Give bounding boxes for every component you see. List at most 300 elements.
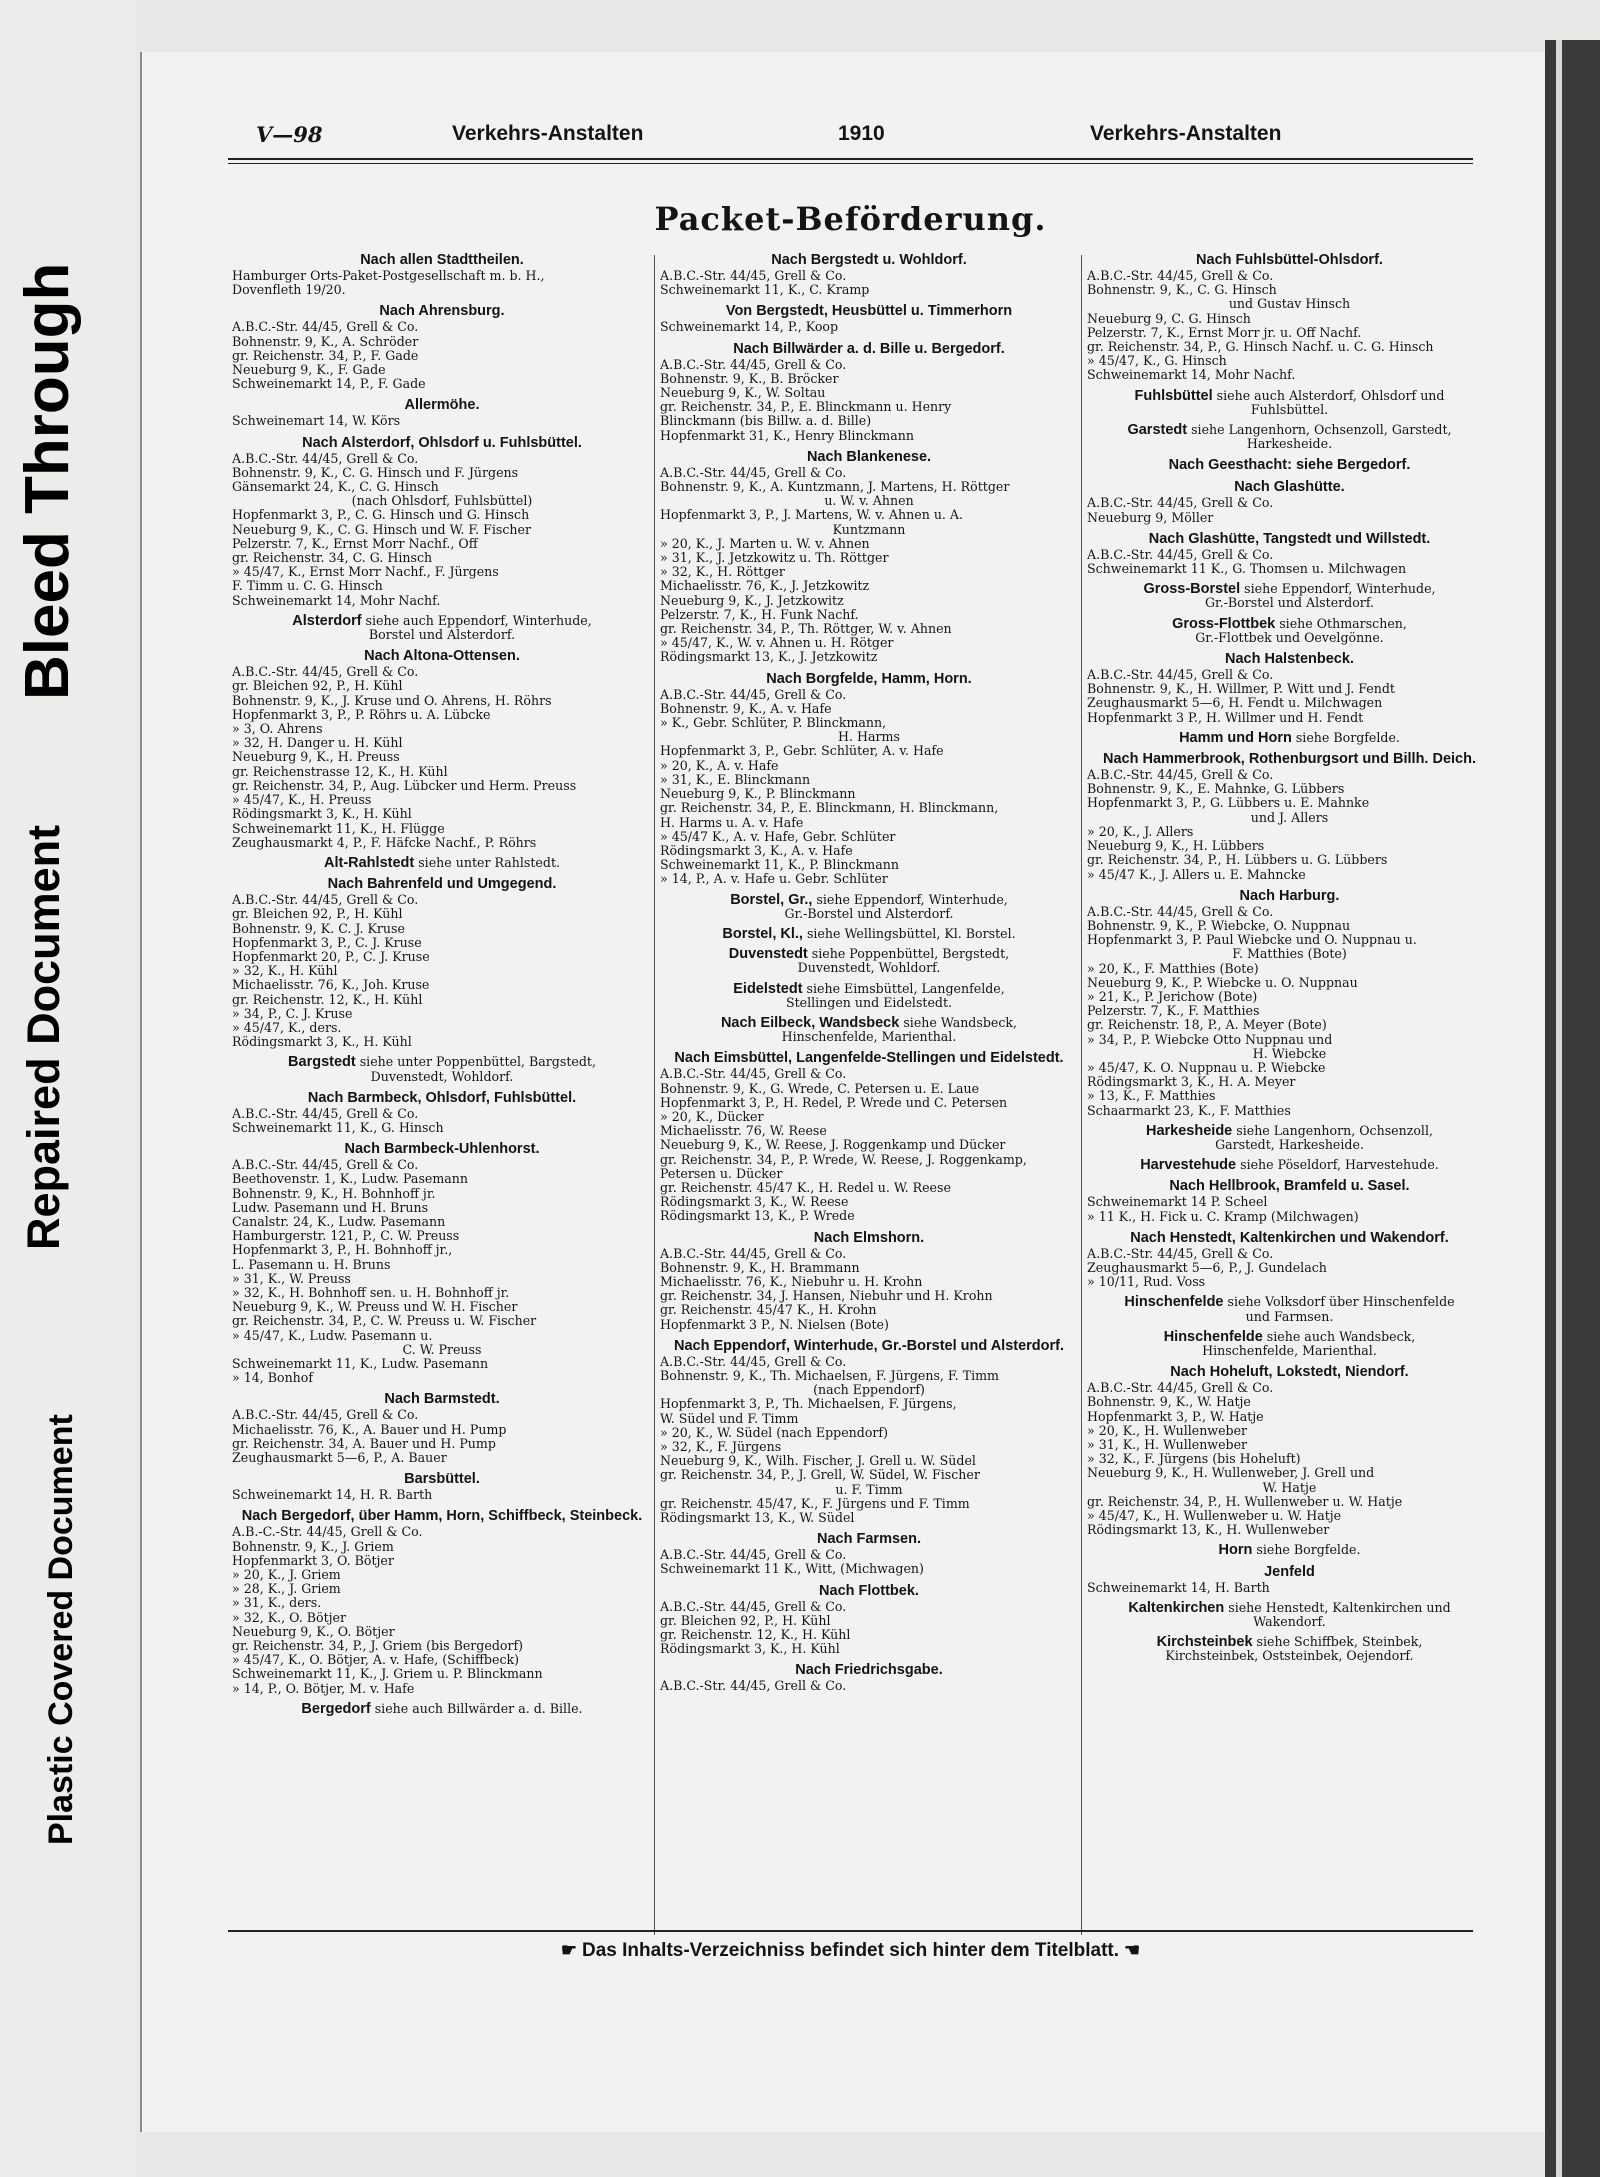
directory-entry — [1087, 1601, 1492, 1629]
cross-reference — [232, 1702, 652, 1716]
address-line: Schweinemarkt 11 K., Witt, (Michwagen) — [660, 1562, 924, 1577]
directory-entry — [1087, 423, 1492, 451]
entry-heading: Nach Blankenese. — [806, 448, 932, 465]
address-line: A.B.C.-Str. 44/45, Grell & Co. — [232, 320, 419, 335]
address-line: Schweinemarkt 11, K., P. Blinckmann — [660, 858, 899, 873]
address-line: Neueburg 9, K., W. Preuss und W. H. Fischer — [232, 1300, 518, 1315]
header-rule — [228, 158, 1473, 160]
address-line: Duvenstedt, Wohldorf. — [797, 961, 941, 976]
address-line: gr. Reichenstr. 34, C. G. Hinsch — [232, 551, 433, 566]
entry-heading: Nach Hellbrook, Bramfeld u. Sasel. — [1169, 1178, 1410, 1195]
document-condition-strip — [0, 0, 135, 2177]
directory-entry — [1087, 1178, 1492, 1223]
address-line: Hopfenmarkt 3 P., N. Nielsen (Bote) — [660, 1317, 889, 1332]
address-line: gr. Reichenstrasse 12, K., H. Kühl — [232, 764, 448, 779]
entry-heading: Nach Bahrenfeld und Umgegend. — [327, 876, 557, 893]
directory-entry — [232, 435, 652, 608]
address-line: und J. Allers — [1250, 810, 1329, 825]
entry-heading: Nach Elmshorn. — [813, 1229, 925, 1246]
address-line: » 20, K., J. Marten u. W. v. Ahnen — [660, 536, 870, 551]
address-line: A.B.C.-Str. 44/45, Grell & Co. — [660, 465, 847, 480]
address-line: Hopfenmarkt 3, P., Th. Michaelsen, F. Jürgens, — [660, 1397, 957, 1412]
reference-place: Hinschenfelde — [1163, 1328, 1263, 1345]
directory-entry — [232, 876, 652, 1049]
address-line: A.B.C.-Str. 44/45, Grell & Co. — [1087, 668, 1274, 683]
address-line: Garstedt, Harkesheide. — [1215, 1137, 1364, 1152]
address-line: Rödingsmarkt 3, K., A. v. Hafe — [660, 843, 853, 858]
reference-text: siehe Pöseldorf, Harvestehude. — [1236, 1157, 1439, 1173]
address-line: » 34, P., C. J. Kruse — [232, 1006, 353, 1021]
directory-entry — [660, 893, 1078, 921]
address-line: Rödingsmarkt 13, K., H. Wullenweber — [1087, 1523, 1330, 1538]
directory-entry — [1087, 751, 1492, 882]
address-line: A.B.C.-Str. 44/45, Grell & Co. — [660, 1599, 847, 1614]
address-line: Michaelisstr. 76, K., A. Bauer und H. Pump — [232, 1422, 507, 1437]
address-line: Michaelisstr. 76, K., Joh. Kruse — [232, 978, 430, 993]
address-line: gr. Bleichen 92, P., H. Kühl — [660, 1613, 831, 1628]
address-line: » 45/47, K., ders. — [232, 1020, 342, 1035]
running-head-left: Verkehrs-Anstalten — [452, 122, 644, 145]
reference-text: siehe auch Wandsbeck, — [1262, 1328, 1416, 1344]
reference-place: Alt-Rahlstedt — [323, 854, 415, 871]
address-line: Bohnenstr. 9, K., A. Kuntzmann, J. Martens, H. Röttger — [660, 480, 1010, 495]
reference-place: Harkesheide — [1146, 1122, 1233, 1139]
address-line: Wakendorf. — [1253, 1615, 1326, 1630]
address-line: Kirchsteinbek, Oststeinbek, Oejendorf. — [1165, 1649, 1414, 1664]
address-line: A.B.C.-Str. 44/45, Grell & Co. — [232, 893, 419, 908]
address-line: A.B.C.-Str. 44/45, Grell & Co. — [1087, 904, 1274, 919]
reference-text: siehe Langenhorn, Ochsenzoll, — [1232, 1122, 1433, 1138]
address-line: Bohnenstr. 9, K. C. J. Kruse — [232, 921, 405, 936]
address-line: gr. Reichenstr. 18, P., A. Meyer (Bote) — [1087, 1018, 1327, 1033]
address-line: » K., Gebr. Schlüter, P. Blinckmann, — [660, 716, 887, 731]
entry-heading: Von Bergstedt, Heusbüttel u. Timmerhorn — [725, 303, 1013, 320]
address-line: gr. Reichenstr. 34, P., J. Grell, W. Südel, W. Fischer — [660, 1468, 980, 1483]
address-line: Gr.-Borstel und Alsterdorf. — [784, 906, 954, 921]
reference-place: Alsterdorf — [292, 612, 362, 629]
address-line: A.B.C.-Str. 44/45, Grell & Co. — [1087, 269, 1274, 283]
address-line: L. Pasemann u. H. Bruns — [232, 1257, 391, 1272]
cross-reference — [232, 856, 652, 870]
entry-heading: Nach Friedrichsgabe. — [795, 1662, 943, 1679]
address-line: Neueburg 9, C. G. Hinsch — [1087, 311, 1251, 326]
address-line: gr. Reichenstr. 34, P., J. Griem (bis Bergedorf) — [232, 1639, 524, 1654]
address-line: » 34, P., P. Wiebcke Otto Nuppnau und — [1087, 1032, 1333, 1047]
address-line: Hopfenmarkt 3 P., H. Willmer und H. Fendt — [1087, 710, 1364, 725]
address-line: Bohnenstr. 9, K., A. v. Hafe — [660, 701, 832, 716]
footer-rule — [228, 1930, 1473, 1932]
entry-heading: Nach Barmstedt. — [384, 1391, 500, 1408]
address-line: Hopfenmarkt 3, O. Bötjer — [232, 1553, 394, 1568]
address-line: » 45/47, K., H. Wullenweber u. W. Hatje — [1087, 1509, 1342, 1524]
address-line: Schaarmarkt 23, K., F. Matthies — [1087, 1103, 1291, 1118]
entry-heading: Jenfeld — [1264, 1563, 1315, 1580]
address-line: (nach Ohlsdorf, Fuhlsbüttel) — [351, 494, 533, 509]
cross-reference — [1087, 1295, 1492, 1309]
reference-text: siehe Wandsbeck, — [899, 1014, 1018, 1030]
address-line: Hopfenmarkt 3, P., Gebr. Schlüter, A. v. Hafe — [660, 744, 944, 759]
address-line: Hopfenmarkt 3, P., C. J. Kruse — [232, 935, 422, 950]
directory-entry — [232, 648, 652, 850]
address-line: Schweinemarkt 11 K., G. Thomsen u. Milchwagen — [1087, 562, 1407, 577]
reference-place: Hinschenfelde — [1124, 1294, 1224, 1311]
directory-entry — [1087, 1330, 1492, 1358]
address-line: Bohnenstr. 9, K., H. Bohnhoff jr. — [232, 1186, 436, 1201]
address-line: » 32, K., O. Bötjer — [232, 1610, 347, 1625]
reference-place: Gross-Flottbek — [1172, 615, 1276, 632]
directory-entry — [232, 614, 652, 642]
running-head-year: 1910 — [838, 122, 885, 145]
address-line: » 20, K., A. v. Hafe — [660, 758, 779, 773]
address-line: A.B.C.-Str. 44/45, Grell & Co. — [660, 1067, 847, 1082]
column-3 — [1087, 252, 1492, 1664]
address-line: Bohnenstr. 9, K., H. Willmer, P. Witt und J. Fendt — [1087, 682, 1395, 697]
address-line: Canalstr. 24, K., Ludw. Pasemann — [232, 1214, 446, 1229]
address-line: F. Matthies (Bote) — [1232, 947, 1347, 962]
address-line: Kuntzmann — [832, 522, 906, 537]
entry-heading: Nach Bergstedt u. Wohldorf. — [771, 252, 967, 268]
address-line: Rödingsmarkt 3, K., H. A. Meyer — [1087, 1075, 1296, 1090]
address-line: » 45/47, K., Ernst Morr Nachf., F. Jürgens — [232, 565, 499, 580]
entry-heading: Nach Geesthacht: siehe Bergedorf. — [1168, 457, 1411, 474]
entry-heading: Nach Billwärder a. d. Bille u. Bergedorf. — [733, 340, 1005, 357]
reference-text: siehe Eimsbüttel, Langenfelde, — [802, 980, 1005, 996]
address-line: Schweinemarkt 14, H. Barth — [1087, 1580, 1270, 1595]
address-line: Bohnenstr. 9, K., C. G. Hinsch und F. Jürgens — [232, 465, 519, 480]
address-line: Harkesheide. — [1246, 437, 1333, 452]
address-line: » 45/47, K. O. Nuppnau u. P. Wiebcke — [1087, 1060, 1326, 1075]
directory-entry — [660, 1531, 1078, 1576]
directory-entry — [660, 303, 1078, 334]
directory-entry — [232, 252, 652, 297]
directory-entry — [660, 1050, 1078, 1223]
address-line: » 45/47, K., H. Preuss — [232, 793, 372, 808]
address-line: Schweinemarkt 11, K., H. Flügge — [232, 821, 445, 836]
reference-place: Duvenstedt — [728, 946, 808, 963]
directory-entry — [660, 671, 1078, 887]
page-number: V—98 — [256, 122, 323, 147]
directory-entry — [660, 449, 1078, 665]
entry-heading: Nach Alsterdorf, Ohlsdorf u. Fuhlsbüttel. — [302, 434, 582, 451]
directory-entry — [1087, 457, 1492, 473]
address-line: und Farmsen. — [1245, 1309, 1334, 1324]
cross-reference — [1087, 1601, 1492, 1615]
reference-place: Fuhlsbüttel — [1134, 387, 1213, 404]
directory-entry — [660, 927, 1078, 941]
address-line: A.B.C.-Str. 44/45, Grell & Co. — [1087, 496, 1274, 511]
entry-heading: Nach Hoheluft, Lokstedt, Niendorf. — [1170, 1364, 1409, 1381]
address-line: gr. Reichenstr. 34, P., C. W. Preuss u. W. Fischer — [232, 1314, 537, 1329]
directory-entry — [232, 1471, 652, 1502]
cross-reference — [1087, 1330, 1492, 1344]
address-line: gr. Reichenstr. 12, K., H. Kühl — [660, 1628, 851, 1643]
address-line: » 20, K., Dücker — [660, 1109, 764, 1124]
address-line: » 20, K., H. Wullenweber — [1087, 1423, 1248, 1438]
address-line: Neueburg 9, K., H. Preuss — [232, 750, 400, 765]
footer-note — [228, 1940, 1473, 1962]
directory-entry — [660, 1662, 1078, 1693]
reference-text: siehe Wellingsbüttel, Kl. Borstel. — [802, 925, 1016, 941]
entry-heading: Nach Barmbeck-Uhlenhorst. — [344, 1141, 540, 1158]
cross-reference — [1087, 389, 1492, 403]
cross-reference — [1087, 731, 1492, 745]
address-line: gr. Bleichen 92, P., H. Kühl — [232, 907, 403, 922]
address-line: Michaelisstr. 76, W. Reese — [660, 1124, 827, 1139]
address-line: Ludw. Pasemann und H. Bruns — [232, 1200, 429, 1215]
address-line: Rödingsmarkt 3, K., H. Kühl — [660, 1642, 840, 1657]
reference-text: siehe Borgfelde. — [1291, 729, 1400, 745]
address-line: Bohnenstr. 9, K., B. Bröcker — [660, 371, 839, 386]
address-line: Schweinemarkt 11, K., J. Griem u. P. Blinckmann — [232, 1667, 543, 1682]
entry-heading: Nach Halstenbeck. — [1225, 651, 1354, 668]
entry-heading: Nach Barmbeck, Ohlsdorf, Fuhlsbüttel. — [307, 1089, 577, 1106]
address-line: A.B.C.-Str. 44/45, Grell & Co. — [660, 687, 847, 702]
address-line: Hamburgerstr. 121, P., C. W. Preuss — [232, 1229, 460, 1244]
address-line: Rödingsmarkt 13, K., P. Wrede — [660, 1209, 855, 1224]
address-line: Neueburg 9, K., W. Reese, J. Roggenkamp und Dücker — [660, 1138, 1006, 1153]
entry-heading: Nach Glashütte. — [1234, 479, 1345, 496]
address-line: Hopfenmarkt 3, P., P. Röhrs u. A. Lübcke — [232, 707, 491, 722]
address-line: Hopfenmarkt 3, P., C. G. Hinsch und G. Hinsch — [232, 508, 530, 523]
address-line: Fuhlsbüttel. — [1250, 402, 1329, 417]
address-line: » 32, H. Danger u. H. Kühl — [232, 736, 403, 751]
address-line: Rödingsmarkt 13, K., J. Jetzkowitz — [660, 650, 878, 665]
address-line: Bohnenstr. 9, K., H. Brammann — [660, 1260, 860, 1275]
entry-heading: Nach Farmsen. — [817, 1531, 921, 1548]
directory-entry — [232, 1055, 652, 1083]
bleed-through-label: Bleed Through — [13, 262, 82, 700]
address-line: » 31, K., E. Blinckmann — [660, 772, 811, 787]
address-line: Petersen u. Dücker — [660, 1166, 783, 1181]
address-line: Neueburg 9, K., J. Jetzkowitz — [660, 593, 844, 608]
address-line: » 45/47 K., A. v. Hafe, Gebr. Schlüter — [660, 829, 896, 844]
directory-entry — [1087, 1543, 1492, 1557]
address-line: gr. Reichenstr. 34, P., G. Hinsch Nachf. u. C. G. Hinsch — [1087, 340, 1434, 355]
directory-entry — [232, 1702, 652, 1716]
cross-reference — [660, 927, 1078, 941]
address-line: Schweinemarkt 14, Mohr Nachf. — [232, 593, 441, 608]
address-line: Bohnenstr. 9, K., G. Wrede, C. Petersen u. E. Laue — [660, 1081, 980, 1096]
address-line: » 20, K., F. Matthies (Bote) — [1087, 961, 1259, 976]
cross-reference — [1087, 582, 1492, 596]
reference-place: Borstel, Gr., — [730, 891, 813, 908]
directory-entry — [1087, 1564, 1492, 1595]
address-line: Bohnenstr. 9, K., C. G. Hinsch — [1087, 283, 1277, 298]
entry-heading: Barsbüttel. — [404, 1471, 480, 1488]
address-line: C. W. Preuss — [402, 1342, 482, 1357]
reference-text: siehe unter Poppenbüttel, Bargstedt, — [355, 1054, 596, 1070]
column-divider-1 — [654, 255, 655, 1935]
address-line: » 32, K., H. Röttger — [660, 565, 785, 580]
entry-heading: Nach Eppendorf, Winterhude, Gr.-Borstel und Alsterdorf. — [673, 1337, 1065, 1354]
address-line: A.B.C.-Str. 44/45, Grell & Co. — [1087, 768, 1274, 783]
address-line: » 32, K., H. Bohnhoff sen. u. H. Bohnhoff jr. — [232, 1285, 510, 1300]
address-line: A.B.C.-Str. 44/45, Grell & Co. — [660, 1548, 847, 1563]
address-line: Schweinemarkt 11, K., G. Hinsch — [232, 1120, 444, 1135]
address-line: Zeughausmarkt 5—6, P., J. Gundelach — [1087, 1260, 1327, 1275]
address-line: gr. Reichenstr. 34, P., E. Blinckmann, H. Blinckmann, — [660, 801, 999, 816]
directory-entry — [1087, 252, 1492, 383]
address-line: A.B.C.-Str. 44/45, Grell & Co. — [1087, 1246, 1274, 1261]
address-line: Rödingsmarkt 3, K., H. Kühl — [232, 807, 412, 822]
directory-entry — [1087, 1635, 1492, 1663]
address-line: gr. Reichenstr. 34, P., E. Blinckmann u. Henry — [660, 400, 952, 415]
address-line: u. W. v. Ahnen — [824, 494, 914, 509]
entry-heading: Nach allen Stadttheilen. — [360, 252, 524, 268]
address-line: » 31, K., H. Wullenweber — [1087, 1438, 1248, 1452]
address-line: Hamburger Orts-Paket-Postgesellschaft m. b. H., — [232, 269, 545, 283]
address-line: Hopfenmarkt 3, P., G. Lübbers u. E. Mahnke — [1087, 796, 1370, 811]
address-line: Neueburg 9, K., P. Blinckmann — [660, 787, 856, 802]
address-line: » 45/47, K., W. v. Ahnen u. H. Rötger — [660, 636, 894, 651]
address-line: » 31, K., ders. — [232, 1596, 322, 1611]
address-line: Hopfenmarkt 31, K., Henry Blinckmann — [660, 428, 914, 443]
directory-entry — [232, 303, 652, 391]
entry-heading: Nach Henstedt, Kaltenkirchen und Wakendorf. — [1130, 1229, 1449, 1246]
address-line: » 32, K., F. Jürgens — [660, 1440, 782, 1455]
directory-entry — [660, 947, 1078, 975]
reference-place: Garstedt — [1127, 422, 1188, 439]
address-line: Bohnenstr. 9, K., W. Hatje — [1087, 1395, 1251, 1410]
address-line: A.B.C.-Str. 44/45, Grell & Co. — [660, 1679, 847, 1694]
reference-text: siehe Othmarschen, — [1275, 615, 1407, 631]
address-line: Bohnenstr. 9, K., J. Kruse und O. Ahrens, H. Röhrs — [232, 693, 552, 708]
page-title: Packet-Beförderung. — [654, 200, 1047, 238]
address-line: Neueburg 9, Möller — [1087, 510, 1214, 525]
address-line: Schweinemarkt 11, K., Ludw. Pasemann — [232, 1357, 489, 1371]
directory-entry — [232, 856, 652, 870]
reference-place: Hamm und Horn — [1179, 729, 1292, 746]
directory-entry — [1087, 1124, 1492, 1152]
address-line: Pelzerstr. 7, K., Ernst Morr Nachf., Off — [232, 536, 478, 551]
address-line: A.B.-C.-Str. 44/45, Grell & Co. — [232, 1525, 423, 1540]
address-line: A.B.C.-Str. 44/45, Grell & Co. — [660, 357, 847, 372]
directory-entry — [1087, 651, 1492, 725]
cross-reference — [1087, 1158, 1492, 1172]
address-line: Rödingsmarkt 3, K., W. Reese — [660, 1195, 849, 1210]
address-line: Gr.-Borstel und Alsterdorf. — [1204, 596, 1375, 611]
address-line: Blinckmann (bis Billw. a. d. Bille) — [660, 414, 872, 429]
address-line: » 13, K., F. Matthies — [1087, 1089, 1216, 1104]
directory-entry — [1087, 1364, 1492, 1537]
directory-entry — [232, 1090, 652, 1135]
address-line: Pelzerstr. 7, K., F. Matthies — [1087, 1004, 1260, 1019]
address-line: gr. Reichenstr. 34, J. Hansen, Niebuhr und H. Krohn — [660, 1289, 993, 1304]
address-line: gr. Reichenstr. 34, P., H. Lübbers u. G. Lübbers — [1087, 853, 1388, 868]
directory-entry — [660, 1230, 1078, 1332]
reference-text: siehe Volksdorf über Hinschenfelde — [1223, 1294, 1455, 1310]
address-line: A.B.C.-Str. 44/45, Grell & Co. — [660, 1354, 847, 1369]
address-line: gr. Reichenstr. 34, P., F. Gade — [232, 348, 419, 363]
directory-entry — [1087, 582, 1492, 610]
pointing-hand-left-icon: ☛ — [560, 1940, 582, 1960]
address-line: Rödingsmarkt 13, K., W. Südel — [660, 1511, 855, 1526]
address-line: A.B.C.-Str. 44/45, Grell & Co. — [660, 269, 847, 283]
address-line: Bohnenstr. 9, K., A. Schröder — [232, 334, 419, 349]
cross-reference — [232, 614, 652, 628]
address-line: » 21, K., P. Jerichow (Bote) — [1087, 989, 1258, 1004]
directory-entry — [660, 1016, 1078, 1044]
directory-entry — [660, 982, 1078, 1010]
address-line: Schweinemarkt 14, P., F. Gade — [232, 377, 426, 392]
address-line: » 14, Bonhof — [232, 1371, 314, 1386]
address-line: A.B.C.-Str. 44/45, Grell & Co. — [660, 1246, 847, 1261]
reference-text: siehe auch Eppendorf, Winterhude, — [361, 612, 592, 628]
entry-heading: Nach Fuhlsbüttel-Ohlsdorf. — [1196, 252, 1383, 268]
address-line: Hopfenmarkt 3, P., H. Redel, P. Wrede und C. Petersen — [660, 1095, 1008, 1110]
address-line: Zeughausmarkt 5—6, P., A. Bauer — [232, 1451, 447, 1466]
directory-entry — [232, 1141, 652, 1385]
address-line: Michaelisstr. 76, K., Niebuhr u. H. Krohn — [660, 1274, 923, 1289]
address-line: » 3, O. Ahrens — [232, 722, 323, 737]
address-line: Neueburg 9, K., F. Gade — [232, 363, 386, 378]
reference-place: Horn — [1218, 1542, 1253, 1559]
directory-entry — [1087, 1295, 1492, 1323]
address-line: Hopfenmarkt 3, P. Paul Wiebcke und O. Nuppnau u. — [1087, 933, 1417, 948]
address-line: Gr.-Flottbek und Oevelgönne. — [1195, 630, 1384, 645]
address-line: Duvenstedt, Wohldorf. — [370, 1069, 514, 1084]
directory-entry — [232, 1391, 652, 1465]
reference-text: siehe Eppendorf, Winterhude, — [812, 891, 1008, 907]
address-line: F. Timm u. C. G. Hinsch — [232, 579, 383, 594]
cross-reference — [1087, 1635, 1492, 1649]
address-line: Bohnenstr. 9, K., J. Griem — [232, 1539, 394, 1554]
address-line: W. Hatje — [1262, 1480, 1317, 1495]
address-line: Stellingen und Eidelstedt. — [785, 995, 953, 1010]
cross-reference — [660, 893, 1078, 907]
address-line: A.B.C.-Str. 44/45, Grell & Co. — [1087, 547, 1274, 562]
directory-entry — [1087, 531, 1492, 576]
address-line: Hopfenmarkt 3, P., W. Hatje — [1087, 1409, 1264, 1424]
address-line: Neueburg 9, K., Wilh. Fischer, J. Grell u. W. Südel — [660, 1454, 976, 1469]
address-line: gr. Reichenstr. 45/47 K., H. Krohn — [660, 1303, 877, 1318]
address-line: gr. Reichenstr. 45/47 K., H. Redel u. W. Reese — [660, 1180, 951, 1195]
address-line: A.B.C.-Str. 44/45, Grell & Co. — [232, 1158, 419, 1173]
address-line: » 31, K., W. Preuss — [232, 1271, 351, 1286]
directory-entry — [1087, 888, 1492, 1118]
address-line: gr. Bleichen 92, P., H. Kühl — [232, 679, 403, 694]
address-line: A.B.C.-Str. 44/45, Grell & Co. — [1087, 1381, 1274, 1396]
reference-place: Bergedorf — [301, 1700, 371, 1717]
reference-place: Kirchsteinbek — [1156, 1634, 1253, 1651]
address-line: Hopfenmarkt 3, P., H. Bohnhoff jr., — [232, 1243, 453, 1258]
address-line: » 32, K., H. Kühl — [232, 964, 338, 979]
address-line: Michaelisstr. 76, K., J. Jetzkowitz — [660, 579, 870, 594]
binding-edge — [1545, 40, 1600, 2177]
address-line: Neueburg 9, K., P. Wiebcke u. O. Nuppnau — [1087, 975, 1358, 990]
address-line: Hopfenmarkt 20, P., C. J. Kruse — [232, 949, 430, 964]
directory-entry — [660, 341, 1078, 443]
directory-entry — [1087, 617, 1492, 645]
address-line: Zeughausmarkt 4, P., F. Häfcke Nachf., P. Röhrs — [232, 835, 537, 850]
reference-text: siehe Poppenbüttel, Bergstedt, — [807, 946, 1010, 962]
address-line: Neueburg 9, K., H. Lübbers — [1087, 839, 1265, 854]
address-line: » 20, K., W. Südel (nach Eppendorf) — [660, 1425, 889, 1440]
reference-text: siehe Eppendorf, Winterhude, — [1240, 581, 1436, 597]
address-line: » 45/47, K., Ludw. Pasemann u. — [232, 1328, 433, 1343]
directory-entry — [660, 1583, 1078, 1657]
entry-heading: Nach Flottbek. — [819, 1582, 919, 1599]
address-line: gr. Reichenstr. 12, K., H. Kühl — [232, 992, 423, 1007]
reference-place: Bargstedt — [288, 1054, 356, 1071]
address-line: Borstel und Alsterdorf. — [368, 628, 516, 643]
entry-heading: Nach Altona-Ottensen. — [364, 648, 520, 665]
entry-heading: Nach Harburg. — [1239, 887, 1340, 904]
cross-reference — [1087, 423, 1492, 437]
address-line: » 28, K., J. Griem — [232, 1582, 341, 1597]
address-line: Neueburg 9, K., C. G. Hinsch und W. F. Fischer — [232, 522, 531, 537]
address-line: gr. Reichenstr. 34, P., P. Wrede, W. Reese, J. Roggenkamp, — [660, 1152, 1027, 1167]
